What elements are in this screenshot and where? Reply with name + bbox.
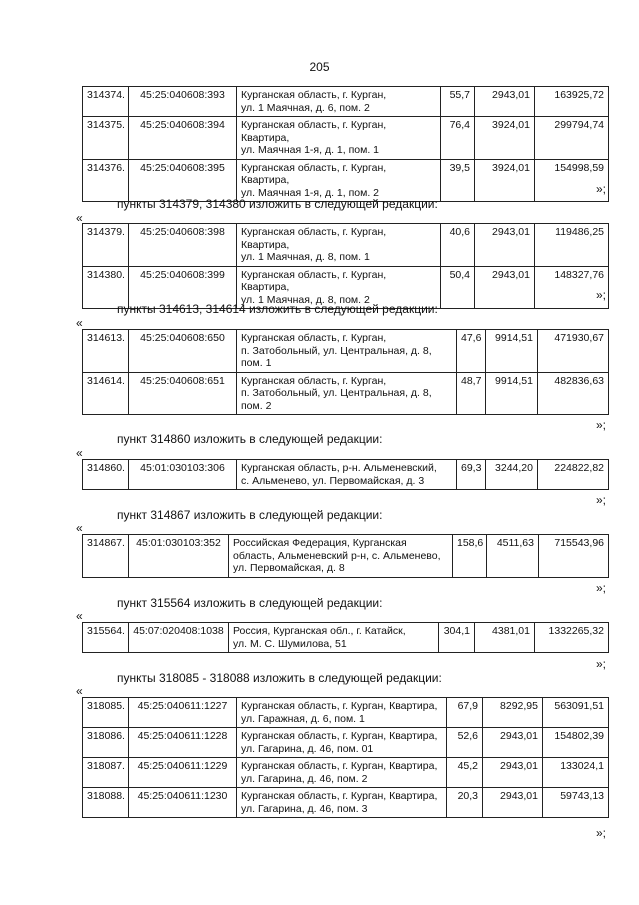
table-row [83,728,609,758]
cell-num: 314860. [83,460,129,490]
cell-area: 304,1 [439,623,475,653]
cell-total: 148327,76 [535,266,609,309]
cell-cad: 45:25:040608:398 [129,224,237,267]
cell-rate: 2943,01 [483,788,543,818]
cell-area: 158,6 [453,535,487,578]
cell-total: 154998,59 [535,159,609,202]
cell-area: 52,6 [447,728,483,758]
cell-area: 55,7 [441,87,475,117]
cell-total: 482836,63 [538,372,609,415]
cell-addr: Курганская область, г. Курган, Квартира, ул. Гагарина, д. 46, пом. 2 [237,758,447,788]
cell-addr: Курганская область, г. Курган, Квартира, ул. 1 Маячная, д. 8, пом. 2 [237,266,441,309]
cell-addr: Россия, Курганская обл., г. Катайск, ул. М. С. Шумилова, 51 [229,623,439,653]
cell-num: 314374. [83,87,129,117]
cell-rate: 2943,01 [475,224,535,267]
cell-area: 40,6 [441,224,475,267]
cell-addr: Курганская область, г. Курган, Квартира, ул. Гагарина, д. 46, пом. 01 [237,728,447,758]
amendment-table [82,223,609,309]
cell-total: 163925,72 [535,87,609,117]
cell-num: 314376. [83,159,129,202]
cell-cad: 45:25:040611:1227 [129,698,237,728]
table-row [83,117,609,160]
amendment-table [82,459,609,490]
open-quote: « [76,609,83,623]
cell-area: 20,3 [447,788,483,818]
cell-cad: 45:25:040608:651 [129,372,237,415]
cell-addr: Курганская область, г. Курган, Квартира, ул. Гагарина, д. 46, пом. 3 [237,788,447,818]
amendment-intro: пункт 314867 изложить в следующей редакции: [117,508,383,522]
cell-num: 314614. [83,372,129,415]
cell-total: 224822,82 [538,460,609,490]
cell-cad: 45:25:040608:394 [129,117,237,160]
cell-num: 318088. [83,788,129,818]
cell-num: 318087. [83,758,129,788]
cell-total: 471930,67 [538,330,609,373]
close-quote: »; [596,493,607,507]
cell-area: 76,4 [441,117,475,160]
table-row [83,372,609,415]
cell-rate: 9914,51 [486,372,538,415]
cell-total: 1332265,32 [535,623,609,653]
cell-num: 314380. [83,266,129,309]
cell-cad: 45:25:040611:1228 [129,728,237,758]
open-quote: « [76,684,83,698]
cell-total: 133024,1 [543,758,609,788]
amendment-table [82,329,609,415]
cell-num: 314379. [83,224,129,267]
close-quote: »; [596,288,607,302]
cell-rate: 2943,01 [475,266,535,309]
cell-addr: Курганская область, г. Курган, Квартира, ул. Гаражная, д. 6, пом. 1 [237,698,447,728]
cell-rate: 9914,51 [486,330,538,373]
open-quote: « [76,521,83,535]
open-quote: « [76,316,83,330]
cell-area: 47,6 [457,330,486,373]
cell-addr: Курганская область, г. Курган, ул. 1 Маячная, д. 6, пом. 2 [237,87,441,117]
amendment-table [82,622,609,653]
table-row [83,788,609,818]
close-quote: »; [596,657,607,671]
cell-total: 119486,25 [535,224,609,267]
close-quote: »; [596,826,607,840]
cell-rate: 3924,01 [475,117,535,160]
cell-addr: Российская Федерация, Курганская область, Альменевский р-н, с. Альменево, ул. Первомайская, д. 8 [229,535,453,578]
cell-total: 154802,39 [543,728,609,758]
amendment-table [82,697,609,818]
cell-total: 299794,74 [535,117,609,160]
table-row [83,535,609,578]
table-row [83,224,609,267]
amendment-table [82,86,609,202]
cell-cad: 45:07:020408:1038 [129,623,229,653]
cell-rate: 2943,01 [483,728,543,758]
table-row [83,87,609,117]
cell-rate: 8292,95 [483,698,543,728]
cell-area: 48,7 [457,372,486,415]
cell-cad: 45:25:040611:1229 [129,758,237,788]
cell-total: 563091,51 [543,698,609,728]
cell-num: 318086. [83,728,129,758]
table-row [83,698,609,728]
amendment-intro: пункты 314613, 314614 изложить в следующей редакции: [117,302,438,316]
amendment-intro: пункт 315564 изложить в следующей редакции: [117,596,383,610]
cell-area: 69,3 [457,460,486,490]
open-quote: « [76,211,83,225]
table-row [83,330,609,373]
page-number: 205 [309,60,330,74]
amendment-intro: пункт 314860 изложить в следующей редакции: [117,432,383,446]
cell-area: 39,5 [441,159,475,202]
table-row [83,460,609,490]
cell-rate: 2943,01 [483,758,543,788]
cell-num: 318085. [83,698,129,728]
cell-cad: 45:25:040608:395 [129,159,237,202]
cell-cad: 45:01:030103:352 [129,535,229,578]
cell-addr: Курганская область, г. Курган, Квартира, ул. Маячная 1-я, д. 1, пом. 1 [237,117,441,160]
close-quote: »; [596,418,607,432]
cell-rate: 3924,01 [475,159,535,202]
cell-num: 314867. [83,535,129,578]
cell-addr: Курганская область, г. Курган, Квартира, ул. Маячная 1-я, д. 1, пом. 2 [237,159,441,202]
cell-num: 314375. [83,117,129,160]
cell-area: 45,2 [447,758,483,788]
cell-total: 59743,13 [543,788,609,818]
cell-cad: 45:01:030103:306 [129,460,237,490]
cell-cad: 45:25:040608:650 [129,330,237,373]
close-quote: »; [596,182,607,196]
table-row [83,159,609,202]
table-row [83,623,609,653]
cell-num: 314613. [83,330,129,373]
cell-cad: 45:25:040608:393 [129,87,237,117]
cell-num: 315564. [83,623,129,653]
cell-rate: 4381,01 [475,623,535,653]
amendment-intro: пункты 318085 - 318088 изложить в следующей редакции: [117,671,442,685]
cell-total: 715543,96 [539,535,609,578]
cell-area: 67,9 [447,698,483,728]
cell-rate: 3244,20 [486,460,538,490]
cell-addr: Курганская область, г. Курган, Квартира, ул. 1 Маячная, д. 8, пом. 1 [237,224,441,267]
cell-addr: Курганская область, г. Курган, п. Затобольный, ул. Центральная, д. 8, пом. 1 [237,330,457,373]
table-row [83,758,609,788]
amendment-intro: пункты 314379, 314380 изложить в следующей редакции: [117,197,438,211]
cell-area: 50,4 [441,266,475,309]
open-quote: « [76,446,83,460]
close-quote: »; [596,581,607,595]
cell-cad: 45:25:040608:399 [129,266,237,309]
cell-rate: 2943,01 [475,87,535,117]
cell-addr: Курганская область, г. Курган, п. Затобольный, ул. Центральная, д. 8, пом. 2 [237,372,457,415]
cell-addr: Курганская область, р-н. Альменевский, с. Альменево, ул. Первомайская, д. 3 [237,460,457,490]
cell-rate: 4511,63 [487,535,539,578]
cell-cad: 45:25:040611:1230 [129,788,237,818]
amendment-table [82,534,609,578]
